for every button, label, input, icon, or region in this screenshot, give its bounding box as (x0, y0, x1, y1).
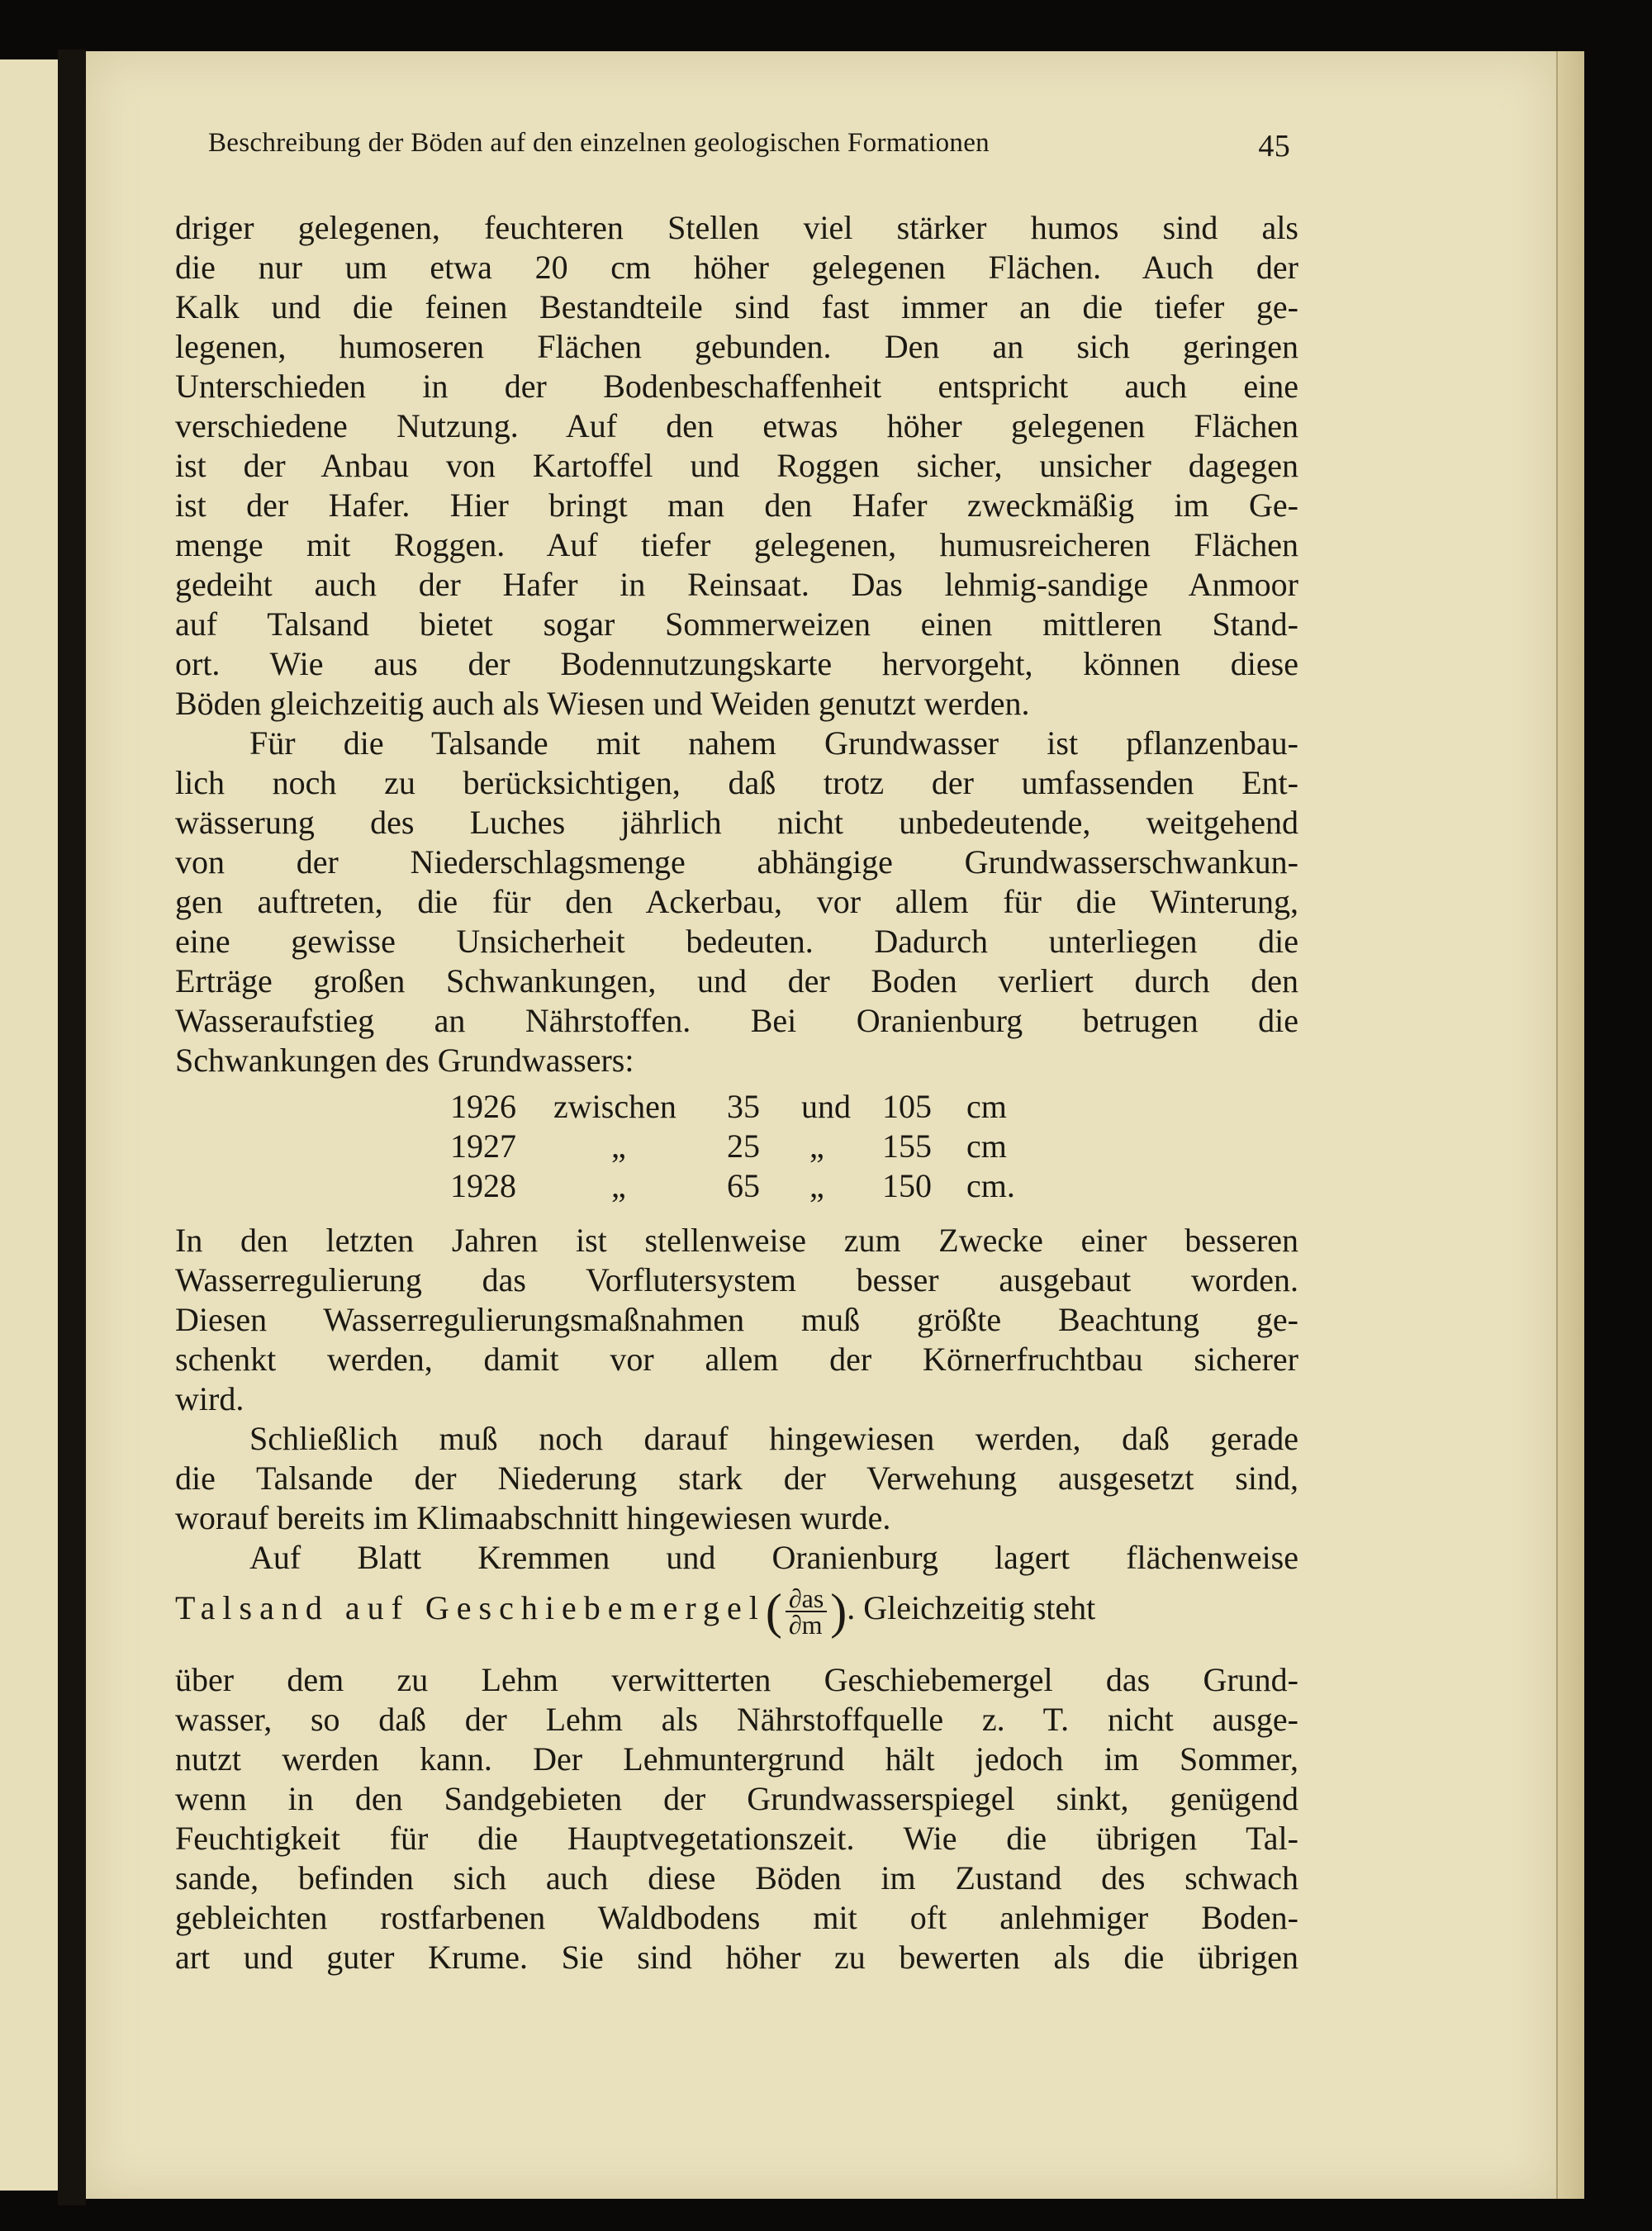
table-from: 35 (727, 1088, 760, 1125)
text-line: Kalk und die feinen Bestandteile sind fast immer an die tiefer ge- (175, 288, 1298, 325)
table-conj: und (801, 1088, 851, 1125)
table-year: 1927 (450, 1127, 516, 1165)
book-gutter (58, 50, 86, 2205)
text-line: über dem zu Lehm verwitterten Geschiebemergel das Grund- (175, 1661, 1298, 1698)
text-line: auf Talsand bietet sogar Sommerweizen einen mittleren Stand- (175, 605, 1298, 643)
paren-right: ) (830, 1584, 847, 1639)
map-symbol-fraction (786, 1583, 827, 1640)
text-line: legenen, humoseren Flächen gebunden. Den an sich geringen (175, 328, 1298, 365)
formula-line (175, 1583, 1298, 1640)
facing-page-edge (0, 59, 59, 2191)
text-line: menge mit Roggen. Auf tiefer gelegenen, humusreicheren Flächen (175, 526, 1298, 563)
text-line: gebleichten rostfarbenen Waldbodens mit oft anlehmiger Boden- (175, 1899, 1298, 1936)
text-line: schenkt werden, damit vor allem der Körnerfruchtbau sicherer (175, 1341, 1298, 1378)
running-header-title: Beschreibung der Böden auf den einzelnen geologischen Formationen (208, 128, 990, 158)
text-line: Erträge großen Schwankungen, und der Boden verliert durch den (175, 962, 1298, 999)
text-line: sande, befinden sich auch diese Böden im Zustand des schwach (175, 1859, 1298, 1896)
text-line: art und guter Krume. Sie sind höher zu bewerten als die übrigen (175, 1939, 1298, 1976)
table-unit: cm (966, 1088, 1007, 1125)
table-from: 65 (727, 1167, 760, 1204)
table-year: 1926 (450, 1088, 516, 1125)
table-conj: „ (809, 1167, 824, 1204)
spaced-term: Talsand auf Geschiebemergel (175, 1589, 766, 1627)
formula-trailing-text: . Gleichzeitig steht (847, 1589, 1096, 1627)
page-stack-edge (1556, 51, 1584, 2199)
text-line: ort. Wie aus der Bodennutzungskarte hervorgeht, können diese (175, 645, 1298, 682)
table-unit: cm. (966, 1167, 1015, 1204)
table-label: „ (611, 1127, 626, 1165)
text-line: In den letzten Jahren ist stellenweise zum Zwecke einer besseren (175, 1222, 1298, 1259)
text-line: Schwankungen des Grundwassers: (175, 1042, 634, 1079)
text-line: Wasseraufstieg an Nährstoffen. Bei Oranienburg betrugen die (175, 1002, 1298, 1039)
text-line: nutzt werden kann. Der Lehmuntergrund hält jedoch im Sommer, (175, 1740, 1298, 1778)
text-line: Böden gleichzeitig auch als Wiesen und Weiden genutzt werden. (175, 685, 1030, 722)
text-line: ist der Anbau von Kartoffel und Roggen sicher, unsicher dagegen (175, 447, 1298, 484)
text-line: Diesen Wasserregulierungsmaßnahmen muß größte Beachtung ge- (175, 1301, 1298, 1338)
text-line: eine gewisse Unsicherheit bedeuten. Dadurch unterliegen die (175, 923, 1298, 960)
running-header (208, 128, 1290, 169)
text-line: gedeiht auch der Hafer in Reinsaat. Das lehmig-sandige Anmoor (175, 566, 1298, 603)
text-line: Schließlich muß noch darauf hingewiesen werden, daß gerade (249, 1420, 1298, 1457)
table-year: 1928 (450, 1167, 516, 1204)
text-line: ist der Hafer. Hier bringt man den Hafer zweckmäßig im Ge- (175, 487, 1298, 524)
table-to: 155 (882, 1127, 932, 1165)
fraction-denominator: ∂m (788, 1610, 823, 1640)
text-line: Auf Blatt Kremmen und Oranienburg lagert flächenweise (249, 1539, 1298, 1576)
text-line: wasser, so daß der Lehm als Nährstoffquelle z. T. nicht ausge- (175, 1701, 1298, 1738)
text-line: Feuchtigkeit für die Hauptvegetationszeit. Wie die übrigen Tal- (175, 1820, 1298, 1857)
text-line: Wasserregulierung das Vorflutersystem besser ausgebaut worden. (175, 1261, 1298, 1298)
text-line: verschiedene Nutzung. Auf den etwas höher gelegenen Flächen (175, 407, 1298, 444)
page-number: 45 (1258, 129, 1290, 164)
text-line: driger gelegenen, feuchteren Stellen viel stärker humos sind als (175, 209, 1298, 246)
text-line: lich noch zu berücksichtigen, daß trotz der umfassenden Ent- (175, 764, 1298, 801)
table-to: 150 (882, 1167, 932, 1204)
table-to: 105 (882, 1088, 932, 1125)
table-label: zwischen (553, 1088, 676, 1125)
fraction-numerator: ∂as (786, 1586, 827, 1612)
text-line: die Talsande der Niederung stark der Verwehung ausgesetzt sind, (175, 1460, 1298, 1497)
text-line: wird. (175, 1380, 244, 1417)
text-line: worauf bereits im Klimaabschnitt hingewiesen wurde. (175, 1499, 891, 1536)
paren-left: ( (765, 1584, 782, 1639)
table-label: „ (611, 1167, 626, 1204)
text-line: wässerung des Luches jährlich nicht unbedeutende, weitgehend (175, 804, 1298, 841)
text-line: Unterschieden in der Bodenbeschaffenheit entspricht auch eine (175, 368, 1298, 405)
table-conj: „ (809, 1127, 824, 1165)
text-line: gen auftreten, die für den Ackerbau, vor allem für die Winterung, (175, 883, 1298, 920)
table-unit: cm (966, 1127, 1007, 1165)
table-from: 25 (727, 1127, 760, 1165)
text-line: von der Niederschlagsmenge abhängige Grundwasserschwankun- (175, 843, 1298, 881)
text-line: wenn in den Sandgebieten der Grundwasserspiegel sinkt, genügend (175, 1780, 1298, 1817)
text-line: Für die Talsande mit nahem Grundwasser ist pflanzenbau- (249, 724, 1298, 762)
text-line: die nur um etwa 20 cm höher gelegenen Flächen. Auch der (175, 249, 1298, 286)
